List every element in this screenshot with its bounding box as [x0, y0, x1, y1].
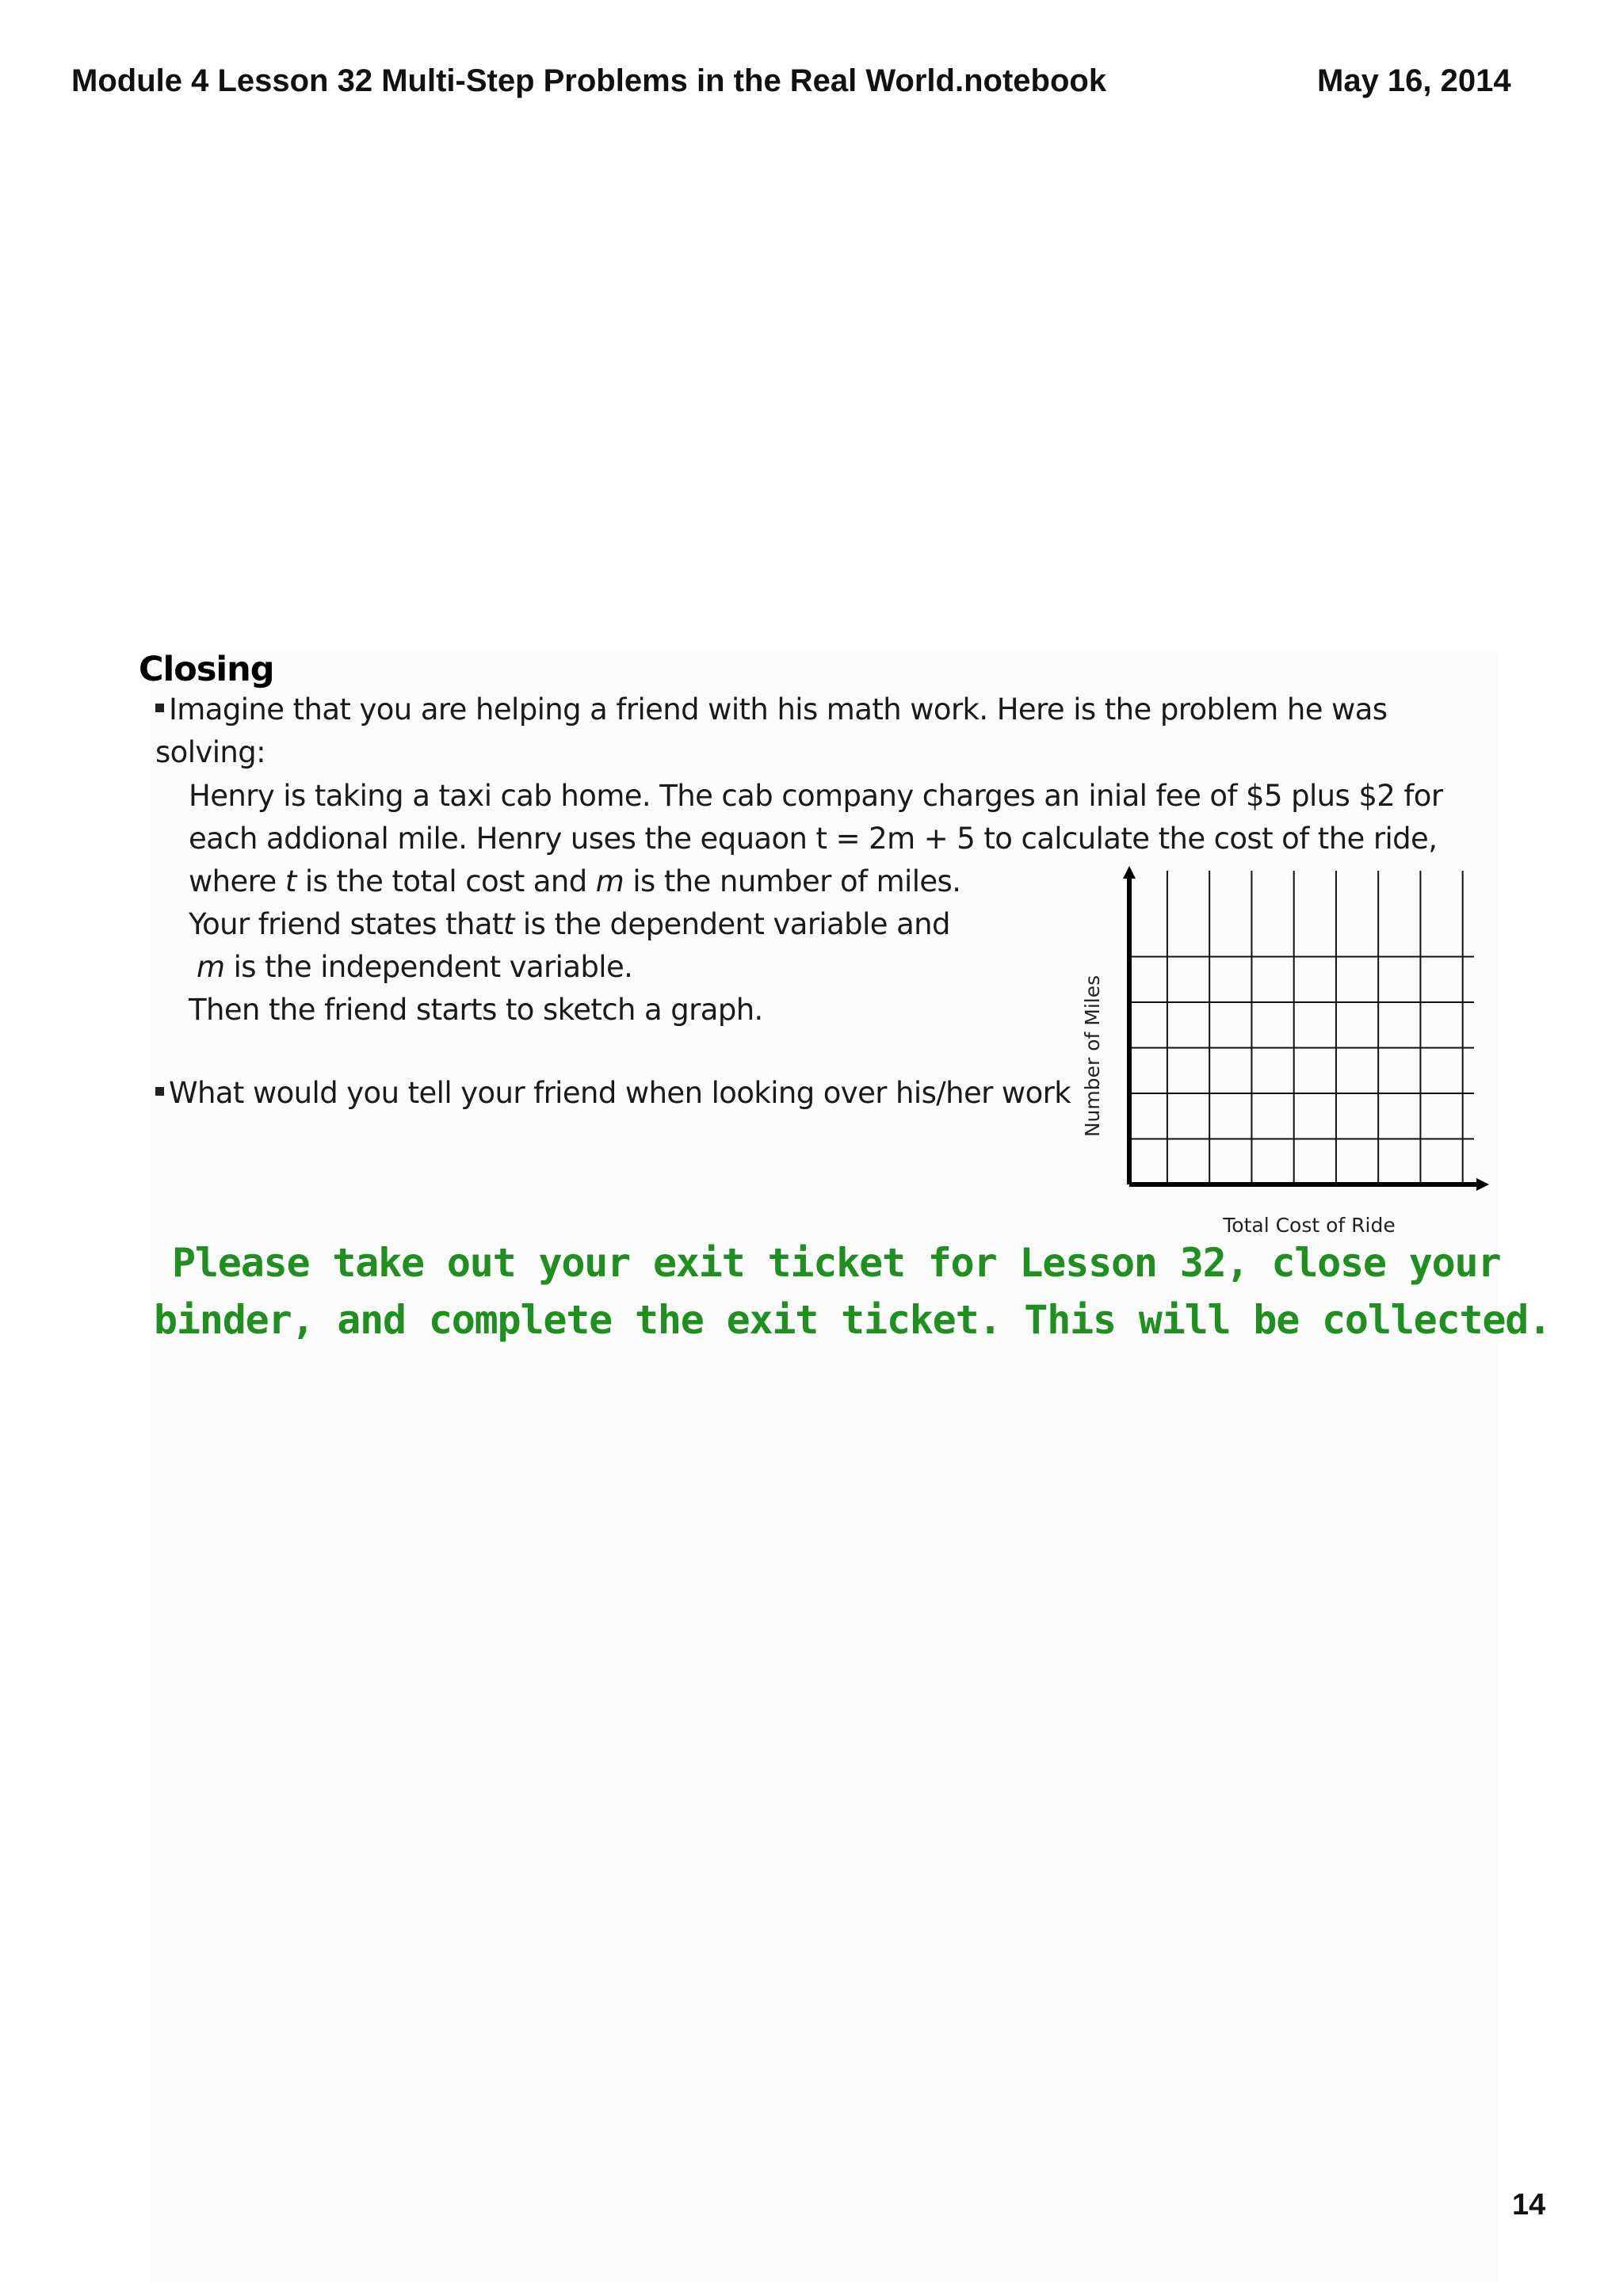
friend-line-1: Your friend states thatt is the dependent variable and — [189, 907, 950, 941]
question-line: What would you tell your friend when looking over his/her work — [155, 1076, 1071, 1110]
instruction-line-2: binder, and complete the exit ticket. This will be collected. — [154, 1297, 1552, 1343]
intro-line-1: Imagine that you are helping a friend with his math work. Here is the problem he was — [155, 692, 1387, 727]
problem-line-2: each addional mile. Henry uses the equaon t = 2m + 5 to calculate the cost of the ride, — [189, 822, 1438, 856]
page-number: 14 — [1512, 2188, 1546, 2222]
y-axis-label: Number of Miles — [1081, 974, 1104, 1138]
problem-line-3: where t is the total cost and m is the number of miles. — [189, 864, 961, 898]
friend-line-2: m is the independent variable. — [197, 950, 633, 984]
blank-graph — [1074, 860, 1502, 1240]
instruction-line-1: Please take out your exit ticket for Lesson 32, close your — [172, 1240, 1501, 1286]
friend-line-3: Then the friend starts to sketch a graph. — [189, 993, 763, 1027]
x-axis-arrow-icon — [1476, 1178, 1489, 1191]
problem-line-1: Henry is taking a taxi cab home. The cab company charges an inial fee of $5 plus $2 for — [189, 779, 1443, 813]
y-axis-arrow-icon — [1123, 866, 1136, 879]
graph-grid — [1129, 871, 1474, 1184]
bullet-icon — [155, 1087, 164, 1096]
notebook-title: Module 4 Lesson 32 Multi-Step Problems in the Real World.notebook — [71, 63, 1107, 98]
intro-line-2: solving: — [155, 735, 265, 769]
closing-heading: Closing — [139, 650, 274, 689]
x-axis-label: Total Cost of Ride — [1223, 1214, 1396, 1237]
bullet-icon — [155, 704, 164, 712]
page-date: May 16, 2014 — [1317, 63, 1511, 98]
